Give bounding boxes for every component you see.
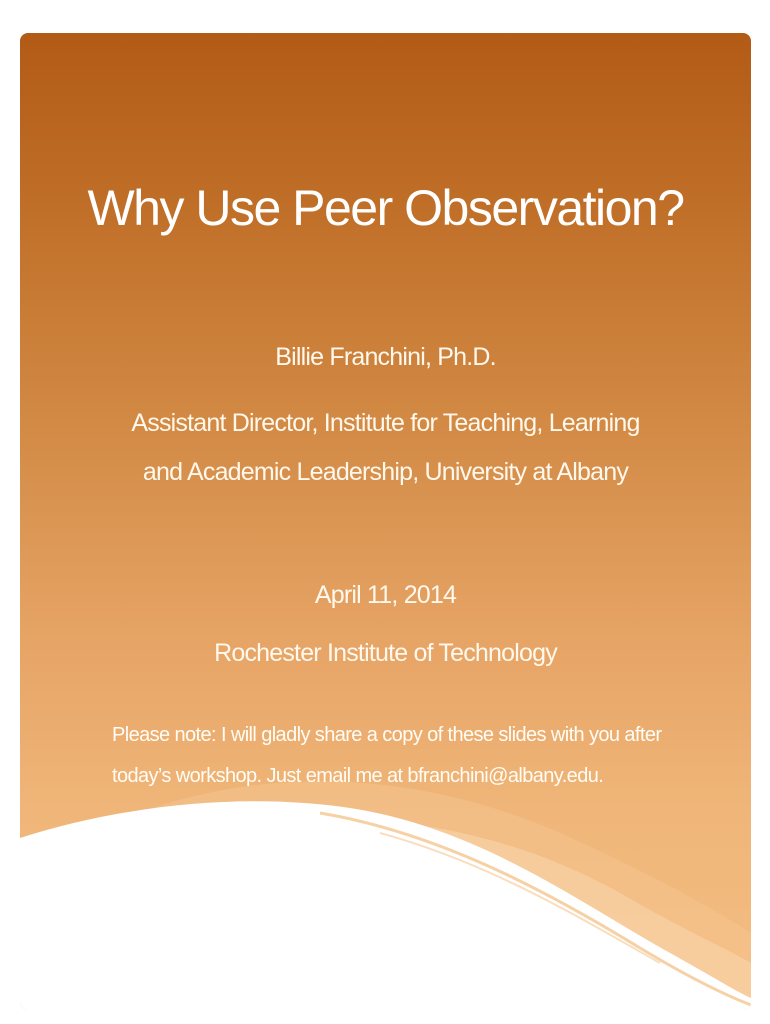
- title-slide: [20, 33, 751, 1010]
- slide-title: Why Use Peer Observation?: [87, 180, 684, 236]
- presenter-role-line-2: and Academic Leadership, University at Albany: [142, 458, 629, 486]
- event-venue: Rochester Institute of Technology: [214, 639, 557, 667]
- presenter-name: Billie Franchini, Ph.D.: [275, 343, 496, 371]
- note-line-1: Please note: I will gladly share a copy of these slides with you after: [112, 724, 662, 746]
- event-date: April 11, 2014: [314, 581, 457, 609]
- presenter-role-line-1: Assistant Director, Institute for Teaching, Learning: [131, 409, 640, 437]
- note-line-2: today’s workshop. Just email me at bfranchini@albany.edu.: [112, 765, 604, 787]
